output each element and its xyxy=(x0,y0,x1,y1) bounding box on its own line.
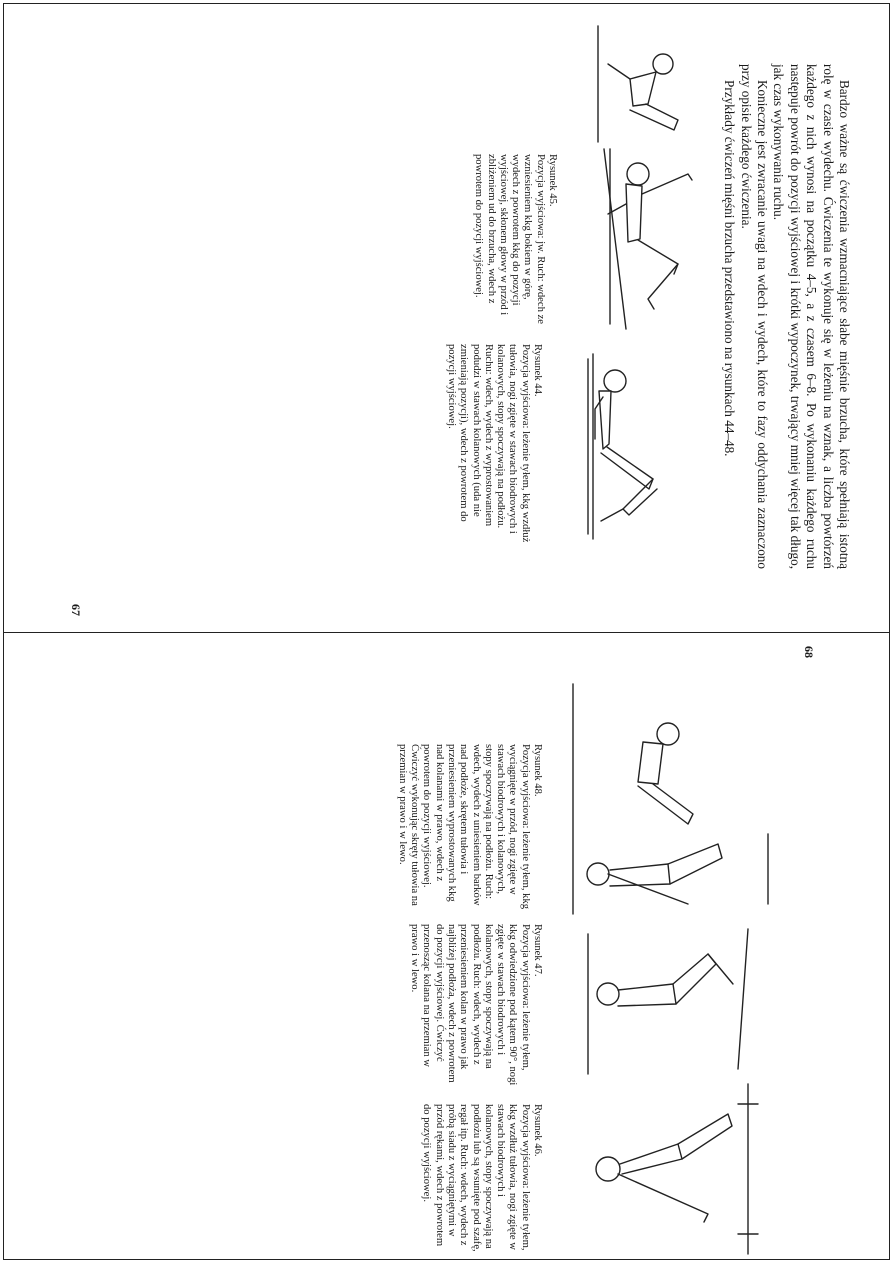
page-number: 68 xyxy=(802,646,816,658)
figure-46-caption xyxy=(420,1104,543,1254)
figure-48-illustration xyxy=(558,674,788,924)
page-67 xyxy=(4,4,888,630)
intro-text xyxy=(721,64,852,569)
figure-47-illustration xyxy=(568,924,768,1084)
paragraph: Bardzo ważne są ćwiczenia wzmacniające słabe mięśnie brzucha, które spełniają istotną rolę w czasie wydechu. Ćwiczenia te wykonuje się w leżeniu na wznak, a liczba powtórzeń każdego z nich wynosi na początku 4–5, a z czasem 6–8. Po wykonaniu każdego ruchu następuje powrót do pozycji wyjściowej i krótki wypoczynek, trwający mniej więcej tak długo, jak czas wykonywania ruchu. xyxy=(771,64,852,569)
page-68 xyxy=(4,634,888,1260)
figure-45-curl-illustration xyxy=(588,24,708,144)
figure-45-illustration xyxy=(598,144,738,334)
caption-text: Pozycja wyjściowa: leżenie tyłem, kkg wyciągnięte w przód, nogi zgięte w stawach biodrowych i kolanowych, stopy spoczywają na podłożu. Ruch: wdech, wydech z uniesieniem barków nad podłoże, skrętem tułowia i przeniesieniem wyprostowanych kkg nad kolanami w prawo, wdech z powrotem do pozycji wyjściowej. Ćwiczyć wykonując skręty tułowia na przemian w prawo i w lewo. xyxy=(396,744,531,910)
figure-44-caption xyxy=(445,344,543,544)
figure-46-illustration xyxy=(568,1074,768,1259)
caption-title: Rysunek 45. xyxy=(547,154,558,207)
paragraph: Przykłady ćwiczeń mięśni brzucha przedstawiono na rysunkach 44–48. xyxy=(722,80,738,457)
page-68-content xyxy=(4,634,888,1260)
page-number: 67 xyxy=(69,604,83,616)
caption-title: Rysunek 46. xyxy=(532,1104,543,1157)
caption-text: Pozycja wyjściowa: leżenie tyłem, kkg wzdłuż tułowia, nogi zgięte w stawach biodrowych i kolanowych, stopy spoczywają na podłożu. Ruchu: wdech, wydech z wyprostowaniem podudzi w stawach kolanowych (uda nie zmieniają pozycji), wdech z powrotem do pozycji wyjściowej. xyxy=(445,344,531,543)
caption-title: Rysunek 47. xyxy=(532,924,543,977)
caption-title: Rysunek 48. xyxy=(532,744,543,797)
caption-title: Rysunek 44. xyxy=(532,344,543,397)
figure-45-caption xyxy=(472,154,558,324)
figure-47-caption xyxy=(408,924,543,1089)
paragraph: Konieczne jest zwracanie uwagi na wdech i wydech, które to fazy oddychania zaznaczono przy opisie każdego ćwiczenia. xyxy=(738,64,770,569)
caption-text: Pozycja wyjściowa: leżenie tyłem, kkg odwiedzione pod kątem 90°, nogi zgięte w stawach biodrowych i kolanowych, stopy spoczywają na podłożu. Ruch: wdech, wydech z przeniesieniem kolan w prawo jak najbliżej podłoża, wdech z powrotem do pozycji wyjściowej. Ćwiczyć przenosząc kolana na przemian w prawo i w lewo. xyxy=(409,924,531,1086)
figure-48-caption xyxy=(395,744,543,919)
caption-text: Pozycja wyjściowa: jw. Ruch: wdech ze wzniesieniem kkg bokiem w górę, wydech z powrotem kkg do pozycji wyjściowej, skłonem głowy w przód i zbliżeniem ud do brzucha, wdech z powrotem do pozycji wyjściowej. xyxy=(473,154,546,324)
caption-text: Pozycja wyjściowa: leżenie tyłem, kkg wzdłuż tułowia, nogi zgięte w stawach biodrowych i kolanowych, stopy spoczywają na podłożu lub są wsunięte pod szafę, regał itp. Ruch: wdech, wydech z próbą siadu z wyciągniętymi w przód rękami, wdech z powrotem do pozycji wyjściowej. xyxy=(421,1104,531,1252)
page-67-content xyxy=(4,4,888,630)
page-divider xyxy=(3,632,890,633)
figure-44-illustration xyxy=(583,349,723,544)
